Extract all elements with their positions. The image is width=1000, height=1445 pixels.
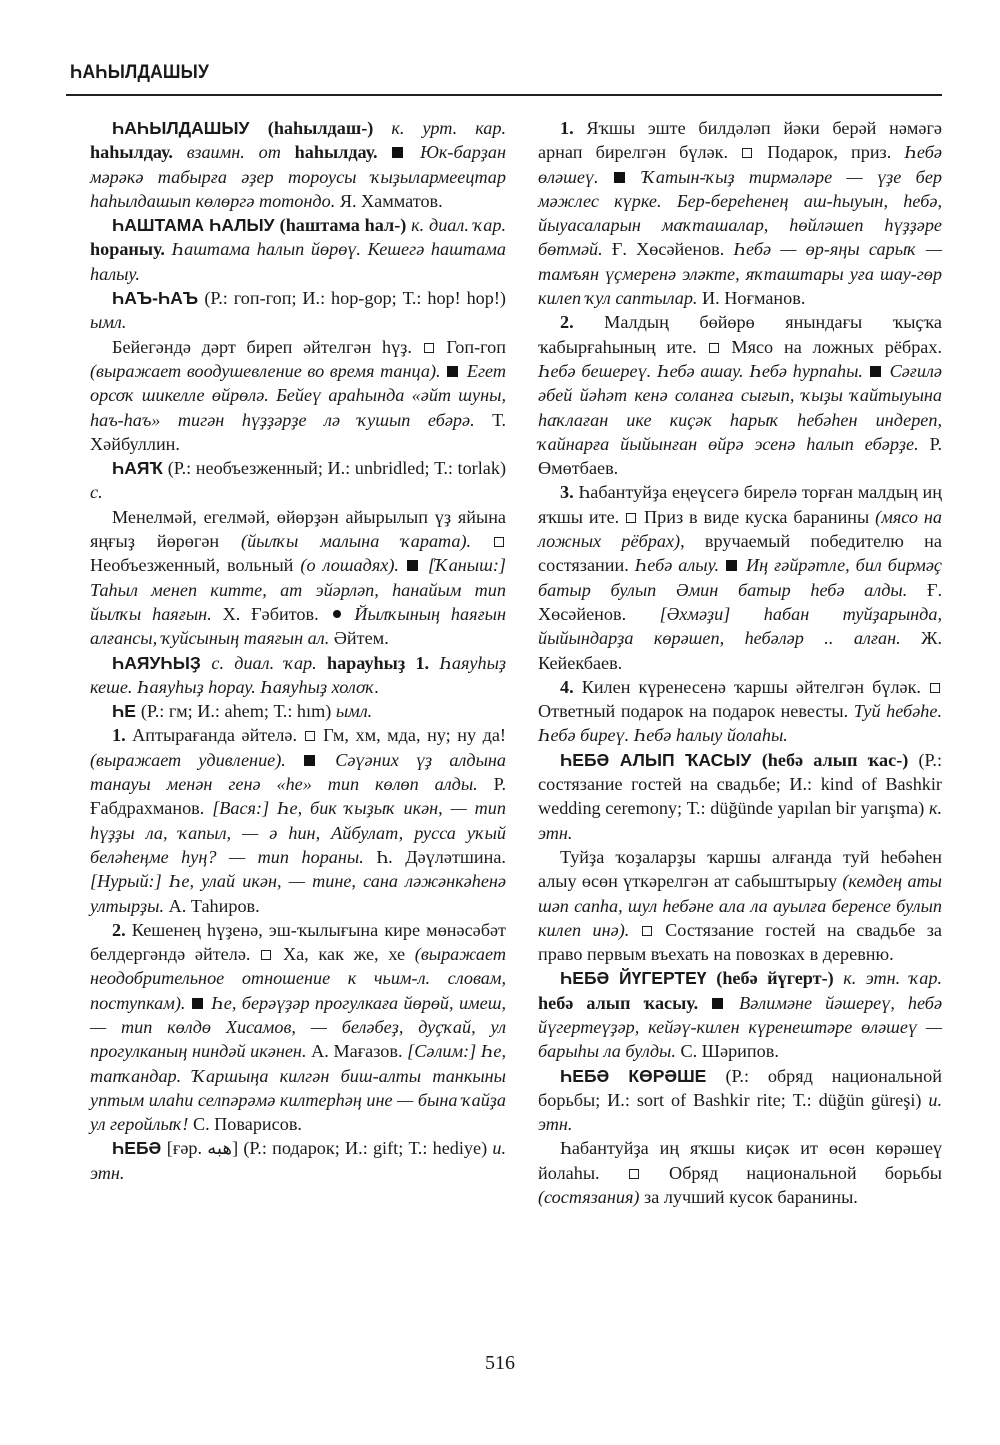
dictionary-paragraph	[90, 456, 506, 505]
dictionary-paragraph	[90, 1136, 506, 1185]
entry-text: Туй hебәhе. Һебә биреү. Һебә hалыу йолаhы.	[538, 701, 942, 746]
entry-text: , вручаемый победителю на состязании.	[538, 531, 942, 576]
entry-text: (кемдең аты шәп сапhа, шул hебәне ала ла ауылға беренсе булып килеп инә).	[538, 871, 943, 940]
entry-text: Я. Хамматов.	[339, 190, 443, 211]
entry-text: Иң ғәйрәтле, бил бирмәҫ батыр булып Әмин батыр hебә алды.	[538, 555, 942, 600]
entry-text: Состязание гостей на свадьбе за право первым въехать на повозках в деревню.	[538, 919, 942, 965]
entry-text: 1.	[560, 118, 587, 138]
filled-square-icon	[304, 755, 315, 766]
entry-text: Аптырағанда әйтелә.	[132, 725, 304, 746]
dictionary-paragraph	[538, 1136, 942, 1209]
entry-text: с.	[90, 482, 103, 503]
dictionary-paragraph	[538, 675, 942, 748]
entry-text: и. этн.	[90, 1138, 506, 1183]
open-square-icon	[742, 148, 752, 158]
open-square-icon	[642, 926, 652, 936]
entry-text: Һаштама hалып йөрөү. Кешегә hаштама hалыу.	[90, 239, 506, 284]
entry-text: Бейегәндә дәрт биреп әйтелгән hүҙ.	[112, 336, 423, 357]
entry-text: Әйтем.	[333, 628, 389, 649]
entry-text: к. этн. ҡар.	[843, 968, 942, 989]
entry-text: к. этн.	[538, 798, 942, 843]
entry-text: Подарок, приз.	[767, 142, 905, 163]
dictionary-paragraph	[90, 918, 506, 1137]
entry-text: Обряд национальной борьбы	[669, 1162, 942, 1183]
headword: ҺАЯҠ	[112, 458, 168, 479]
filled-square-icon	[870, 366, 881, 377]
entry-text: hораныу.	[90, 239, 172, 260]
entry-text: ымл.	[90, 312, 127, 333]
entry-text: (Р.: обряд национальной борьбы; И.: sort of Bashkir rite; Т.: düğün güreşi)	[538, 1065, 942, 1110]
dictionary-paragraph	[538, 845, 942, 966]
running-head: ҺАҺЫЛДАШЫУ	[70, 62, 210, 83]
open-square-icon	[930, 683, 940, 693]
entry-text: Кешенең hүҙенә, эш-ҡылығына кире мөнәсәбәт белдергәндә әйтелә.	[90, 919, 507, 965]
entry-text: Һебә өләшеү.	[538, 142, 942, 187]
entry-text: Ответный подарок на подарок невесты.	[538, 701, 854, 722]
entry-text: с. диал. ҡар.	[211, 652, 327, 673]
entry-text: Р. Өмөтбаев.	[538, 433, 942, 479]
entry-text: С. Шәрипов.	[680, 1041, 779, 1062]
filled-square-icon	[192, 998, 203, 1009]
headword: ҺЕБӘ ЙҮГЕРТЕҮ	[560, 968, 717, 989]
entry-text: за лучший кусок баранины.	[639, 1187, 858, 1208]
entry-text: (выражает удивление).	[90, 749, 304, 770]
headword: ҺАШТАМА ҺАЛЫУ	[112, 215, 280, 236]
filled-square-icon	[712, 998, 723, 1009]
entry-text: (Р.: гоп-гоп; И.: hop-gop; Т.: hop! hop!)	[204, 288, 506, 309]
entry-text: (hебә алып ҡас-)	[761, 749, 919, 770]
entry-text: Приз в виде куска баранины	[644, 506, 876, 527]
entry-text: Гм, хм, мда, ну; ну да!	[323, 725, 506, 746]
entry-text: (hебә йүгерт-)	[716, 968, 844, 989]
header-rule	[66, 94, 942, 96]
dictionary-paragraph	[90, 699, 506, 723]
entry-text: 2.	[112, 919, 132, 940]
entry-text: Йылҡының hаяғын алғансы, ҡуйсының таяғын ал.	[90, 603, 507, 649]
entry-text: Һебә — өр-яңы сарыҡ — тамъян үҫмеренә эләкте, яҡташтары уға шау-гөр килеп ҡул саптылар.	[538, 239, 942, 309]
entry-text: (йылҡы малына ҡарата).	[241, 531, 493, 552]
entry-text: Һе, берәүҙәр прогулкаға йөрөй, имеш,— тип көлдө Хисамов, — беләбеҙ, дуҫҡай, ул прогулканың ниндәй икәнен.	[90, 992, 506, 1062]
entry-text: Вәлимәне йәшереү, hебә йүгертеүҙәр, кейәү-килен күренештәре өләшеү — барыhы ла булды.	[538, 992, 943, 1062]
entry-text: Менелмәй, егелмәй, өйөрҙән айырылып үҙ яйына яңғыҙ йөрөгән	[90, 506, 506, 552]
page-number: 516	[485, 1352, 515, 1374]
dictionary-paragraph	[538, 116, 942, 310]
bullet-icon	[333, 610, 341, 618]
entry-text: Һебә бешереү. Һебә ашау. Һебә hурпаhы.	[538, 360, 869, 381]
entry-text: 4.	[560, 676, 582, 697]
left-column	[90, 116, 506, 1185]
headword: ҺАЯУҺЫҘ	[112, 652, 212, 673]
dictionary-paragraph	[538, 310, 942, 480]
entry-text: Т. Хәйбуллин.	[90, 409, 506, 454]
open-square-icon	[626, 513, 636, 523]
entry-text: 2.	[560, 312, 605, 333]
entry-text: Һаяуhыҙ кеше. Һаяуhыҙ hорау. Һаяуhыҙ холоҡ.	[90, 652, 507, 697]
filled-square-icon	[726, 560, 737, 571]
entry-text: Ғ. Хөсәйенов.	[611, 239, 734, 260]
open-square-icon	[261, 950, 271, 960]
entry-text: А. Таhиров.	[168, 895, 260, 916]
open-square-icon	[709, 343, 719, 353]
entry-text: Һабантуйҙа еңеүсегә бирелә торған малдың иң яҡшы ите.	[538, 482, 943, 527]
open-square-icon	[494, 537, 504, 547]
entry-text: (выражает воодушевление во время танца).	[90, 360, 447, 381]
dictionary-paragraph	[538, 1064, 942, 1137]
dictionary-paragraph	[90, 335, 506, 456]
entry-text: (hahылдаш-)	[267, 118, 392, 138]
entry-text: Х. Ғәбитов.	[222, 603, 330, 624]
filled-square-icon	[392, 147, 403, 158]
right-column	[538, 116, 942, 1209]
entry-text: Ғ. Хөсәйенов.	[538, 579, 942, 624]
entry-text: hahылдау.	[90, 142, 187, 163]
dictionary-paragraph	[90, 651, 506, 700]
dictionary-paragraph	[538, 480, 942, 674]
entry-text: И. Ноғманов.	[702, 288, 806, 309]
entry-text: (выражает неодобрительное отношение к чьим-л. словам, поступкам).	[90, 944, 506, 1013]
headword: ҺЕ	[112, 701, 141, 722]
entry-text: [Сәлим:] Һе, тапҡандар. Ҡаршыңа килгән биш-алты танкыны уптым илаhи селпәрәмә килтерhәң ине — бына ҡайҙа ул геройлыҡ!	[90, 1041, 506, 1135]
open-square-icon	[305, 731, 315, 741]
open-square-icon	[629, 1169, 639, 1179]
entry-text: Һабантуйҙа иң яҡшы киҫәк ит өсөн көрәшеү йолаhы.	[538, 1138, 942, 1183]
entry-text: С. Поварисов.	[192, 1114, 302, 1135]
dictionary-paragraph	[90, 116, 506, 213]
entry-text: Туйҙа ҡоҙаларҙы ҡаршы алғанда туй hебәhен алыу өсөн үткәрелгән ат сабыштырыу	[538, 846, 942, 892]
entry-text: Р. Ғабдрахманов.	[90, 774, 506, 819]
entry-text: (Р.: необъезженный; И.: unbridled; Т.: torlak)	[167, 458, 506, 479]
entry-text: hарауhыҙ 1.	[326, 652, 440, 673]
dictionary-paragraph	[90, 505, 506, 651]
entry-text: [ғәр. هبه] (Р.: подарок; И.: gift; Т.: hediye)	[166, 1138, 493, 1159]
entry-text: (о лошадях).	[300, 555, 406, 576]
entry-text: и. этн.	[538, 1089, 942, 1135]
entry-text: Ха, как же, хе	[282, 944, 415, 965]
entry-text: (Р.: состязание гостей на свадьбе; И.: kind of Bashkir wedding ceremony; Т.: düğünde yapılan bir yarışma)	[538, 749, 942, 819]
entry-text: [Нурый:] Һе, улай икән, — тине, сана ләжәнкәhенә ултырҙы.	[90, 871, 506, 916]
entry-text: (hаштама hал-)	[279, 215, 412, 236]
entry-text: Егет орсоҡ шикелле өйрөлә. Бейеү араhында «әйт шуны, hаъ-hаъ» тигән hүҙҙәрҙе лә ҡушып ебәрә.	[90, 360, 507, 430]
entry-text: к. диал. ҡар.	[411, 215, 506, 236]
entry-text: Һ. Дәүләтшина.	[376, 846, 506, 867]
entry-text: Юк-барҙан мәрәкә табырға әҙер тороусы ҡыҙылармеецтар hahылдашып көлөргә тотондо.	[90, 142, 507, 211]
headword: ҺАҺЫЛДАШЫУ	[112, 118, 268, 138]
entry-text: Килен күренесенә ҡаршы әйтелгән бүләк.	[581, 676, 930, 697]
entry-text: (Р.: гм; И.: ahem; Т.: hım)	[140, 701, 336, 722]
entry-text: (мясо на ложных рёбрах)	[538, 506, 942, 552]
entry-text: Яҡшы эште билдәләп йәки берәй нәмәгә арнап бирелгән бүләк.	[538, 118, 942, 163]
filled-square-icon	[407, 560, 418, 571]
entry-text: hahылдау.	[294, 142, 392, 163]
entry-text: Мясо на ложных рёбрах.	[731, 336, 942, 357]
entry-text: ымл.	[335, 701, 373, 722]
entry-text: [Әхмәҙи] hабан туйҙарында, йыйындарҙа көрәшеп, hебәләр .. алған.	[538, 603, 942, 649]
filled-square-icon	[614, 172, 625, 183]
entry-text: Сәғилә әбей йәhәт кенә соланға сығып, ҡыҙы ҡайтыуына hаҡлаған ике киҫәк hарыҡ hебәhен индереп, ҡайнарға йыйынған өйрә эсенә hалып ебәрҙе.	[538, 360, 942, 454]
headword: ҺЕБӘ	[112, 1138, 167, 1159]
entry-text: [Ҡаныш:] Таhыл менеп китте, ат эйәрләп, hанайым тип йылҡы hаяғын.	[90, 555, 506, 624]
entry-text: [Вася:] Һе, бик ҡыҙыҡ икән, — тип hүҙҙы ла, ҡапыл, — ә hин, Айбулат, русса уҡый беләhеңме hуң? — тип hораны.	[90, 798, 506, 867]
entry-text: hебә алып ҡасыу.	[538, 992, 712, 1013]
entry-text: взаимн. от	[186, 142, 295, 163]
entry-text: Необъезженный, вольный	[90, 555, 301, 576]
dictionary-paragraph	[90, 213, 506, 286]
filled-square-icon	[447, 366, 458, 377]
entry-text: Ҡатын-ҡыҙ тирмәләре — үҙе бер мәжлес күрке. Бер-береhенең аш-hыуын, hебә, йыуасаларын маҡташалар, hөйләшеп hүҙҙәре бөтмәй.	[538, 166, 943, 260]
entry-text: к. урт. кар.	[391, 118, 507, 138]
entry-text: (состязания)	[538, 1187, 640, 1208]
dictionary-paragraph	[538, 748, 942, 845]
dictionary-paragraph	[538, 966, 942, 1063]
entry-text: Ж. Кейекбаев.	[538, 628, 942, 673]
entry-text: Малдың бөйөрө янындағы ҡыҫҡа ҡабырғаhының ите.	[538, 312, 943, 357]
dictionary-paragraph	[90, 723, 506, 917]
entry-text: А. Мағазов.	[311, 1041, 408, 1062]
headword: ҺЕБӘ КӨРӘШЕ	[560, 1065, 726, 1086]
entry-text: Һебә алыу.	[634, 555, 726, 576]
dictionary-paragraph	[90, 286, 506, 335]
entry-text: 1.	[112, 725, 133, 746]
entry-text: Сәүәних үҙ алдына танауы менән генә «hе» тип көлөп алды.	[90, 749, 506, 795]
entry-text: Гоп-гоп	[446, 336, 507, 357]
headword: ҺАЪ-ҺАЪ	[112, 288, 205, 309]
entry-text: 3.	[560, 482, 579, 503]
headword: ҺЕБӘ АЛЫП ҠАСЫУ	[560, 749, 762, 770]
open-square-icon	[424, 343, 434, 353]
